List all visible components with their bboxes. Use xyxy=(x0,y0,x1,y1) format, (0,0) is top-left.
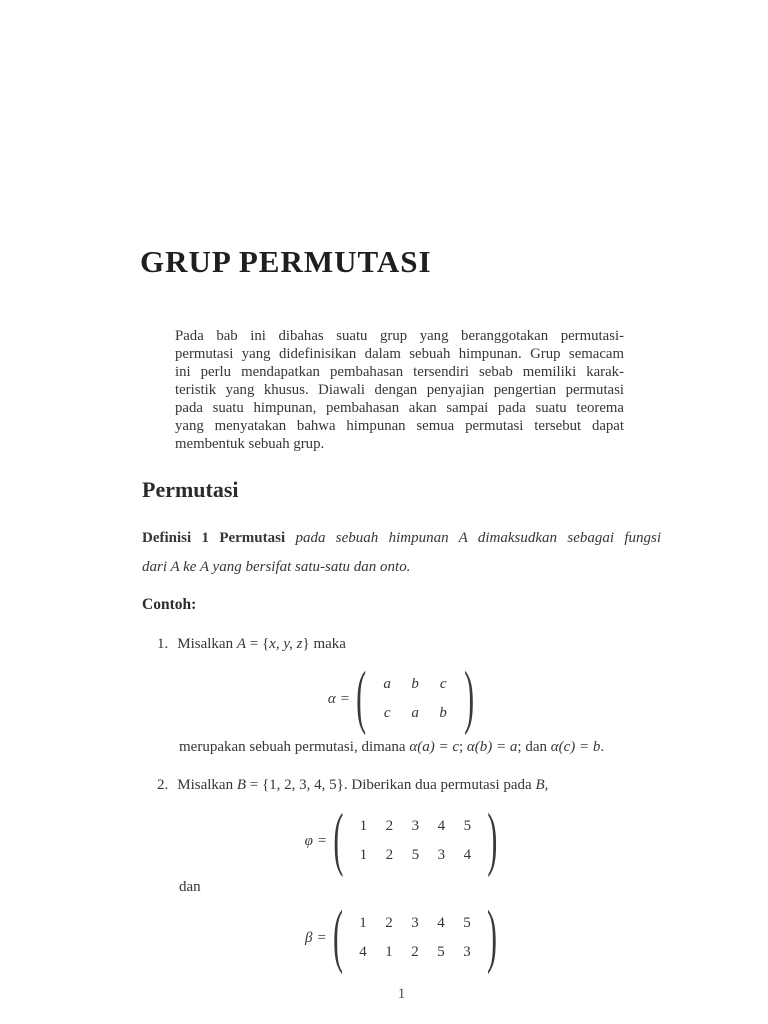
item-1-text xyxy=(177,636,346,653)
definition-text-line2: dari A ke A yang bersifat satu-satu dan onto. xyxy=(142,559,411,575)
phi-equation xyxy=(142,801,661,879)
matrix-cell: 5 xyxy=(411,847,420,863)
matrix-paren-left: ( xyxy=(333,801,344,879)
page-title: GRUP PERMUTASI xyxy=(140,244,432,279)
abstract-paragraph xyxy=(175,327,624,453)
matrix-paren-right: ) xyxy=(464,659,475,737)
matrix-cell: 5 xyxy=(463,818,472,834)
matrix-cell: 3 xyxy=(411,818,420,834)
text-segment: merupakan sebuah permutasi, dimana xyxy=(179,739,410,755)
matrix-cell: b xyxy=(411,676,419,692)
matrix-cell: 3 xyxy=(463,944,471,960)
paragraph-line: pada suatu himpunan, pembahasan akan sampai pada suatu teorema xyxy=(175,400,624,416)
text-segment: , xyxy=(544,777,549,793)
matrix-row xyxy=(373,704,457,723)
equals-sign: = xyxy=(317,832,327,849)
text-segment: α(b) = a xyxy=(466,739,518,755)
matrix-cell: 5 xyxy=(463,915,471,931)
text-segment: ; xyxy=(459,739,467,755)
text-segment: } maka xyxy=(302,636,346,652)
equals-sign: = xyxy=(317,929,326,946)
text-segment: B xyxy=(236,777,246,793)
matrix-row xyxy=(350,846,480,865)
text-segment: B xyxy=(535,777,545,793)
matrix-cell: a xyxy=(411,705,419,721)
matrix-cell: 4 xyxy=(437,915,445,931)
item-2-text xyxy=(177,777,548,794)
page-number: 1 xyxy=(397,986,406,1002)
contoh-label: Contoh: xyxy=(142,596,197,613)
item-2-number: 2. xyxy=(157,777,169,793)
matrix-body xyxy=(367,675,463,723)
matrix-row xyxy=(350,817,480,836)
matrix-row xyxy=(373,675,457,694)
matrix-paren-left: ( xyxy=(356,659,367,737)
connector-text: dan xyxy=(179,879,201,895)
matrix-cell: 5 xyxy=(437,944,445,960)
equation-symbol: β xyxy=(305,929,313,946)
matrix-cell: 2 xyxy=(385,847,394,863)
definition-block xyxy=(142,529,661,576)
matrix-cell: 1 xyxy=(359,818,368,834)
equation-symbol: α xyxy=(327,690,336,707)
text-segment: A xyxy=(236,636,246,652)
definition-line-1 xyxy=(142,529,661,547)
paragraph-line: teristik yang khusus. Diawali dengan penyajian pengertian permutasi xyxy=(175,382,624,398)
example-item-1 xyxy=(157,636,346,653)
matrix-cell: b xyxy=(439,705,447,721)
matrix-paren-left: ( xyxy=(332,898,343,976)
example-item-2 xyxy=(157,777,548,794)
text-segment: Misalkan xyxy=(177,777,237,793)
matrix-paren-right: ) xyxy=(487,801,498,879)
paragraph-line: Pada bab ini dibahas suatu grup yang beranggotakan permutasi- xyxy=(175,328,624,344)
text-segment: α(c) = b xyxy=(550,739,601,755)
text-segment: . xyxy=(600,739,605,755)
matrix-cell: 3 xyxy=(437,847,446,863)
text-segment: ; dan xyxy=(517,739,551,755)
paragraph-line: ini perlu mendapatkan pembahasan tersendiri sebab memiliki karak- xyxy=(175,364,624,380)
equation-symbol: φ xyxy=(304,832,313,849)
matrix-cell: c xyxy=(383,705,391,721)
matrix-cell: 4 xyxy=(437,818,446,834)
alpha-explanation xyxy=(179,739,604,756)
definition-label: Definisi 1 Permutasi xyxy=(142,530,286,546)
paragraph-line: yang menyatakan bahwa himpunan semua permutasi tersebut dapat xyxy=(175,418,624,434)
matrix-cell: 2 xyxy=(385,915,393,931)
matrix-row xyxy=(350,914,480,933)
matrix-body xyxy=(344,817,486,865)
matrix-cell: 1 xyxy=(359,847,368,863)
matrix-cell: 4 xyxy=(463,847,472,863)
matrix-cell: 1 xyxy=(359,915,367,931)
matrix-cell: a xyxy=(383,676,391,692)
matrix-cell: 3 xyxy=(411,915,419,931)
text-segment: Misalkan xyxy=(177,636,237,652)
text-segment: = { xyxy=(246,636,270,652)
alpha-equation xyxy=(142,660,661,738)
matrix-cell: c xyxy=(439,676,447,692)
definition-text-line1: pada sebuah himpunan A dimaksudkan sebagai fungsi xyxy=(295,530,662,546)
text-segment: α(a) = c xyxy=(409,739,459,755)
beta-equation xyxy=(142,898,661,976)
matrix-body xyxy=(344,914,486,962)
matrix-cell: 2 xyxy=(411,944,419,960)
text-segment: x, y, z xyxy=(269,636,303,652)
matrix-cell: 1 xyxy=(385,944,393,960)
paragraph-line: permutasi yang didefinisikan dalam sebuah himpunan. Grup semacam xyxy=(175,346,624,362)
matrix-row xyxy=(350,943,480,962)
matrix-cell: 2 xyxy=(385,818,394,834)
matrix-cell: 4 xyxy=(359,944,367,960)
section-heading-permutasi: Permutasi xyxy=(142,477,239,502)
equals-sign: = xyxy=(340,690,350,707)
matrix-paren-right: ) xyxy=(486,898,497,976)
item-1-number: 1. xyxy=(157,636,169,652)
text-segment: = {1, 2, 3, 4, 5}. Diberikan dua permutasi pada xyxy=(246,777,536,793)
paragraph-line: membentuk sebuah grup. xyxy=(175,436,325,452)
